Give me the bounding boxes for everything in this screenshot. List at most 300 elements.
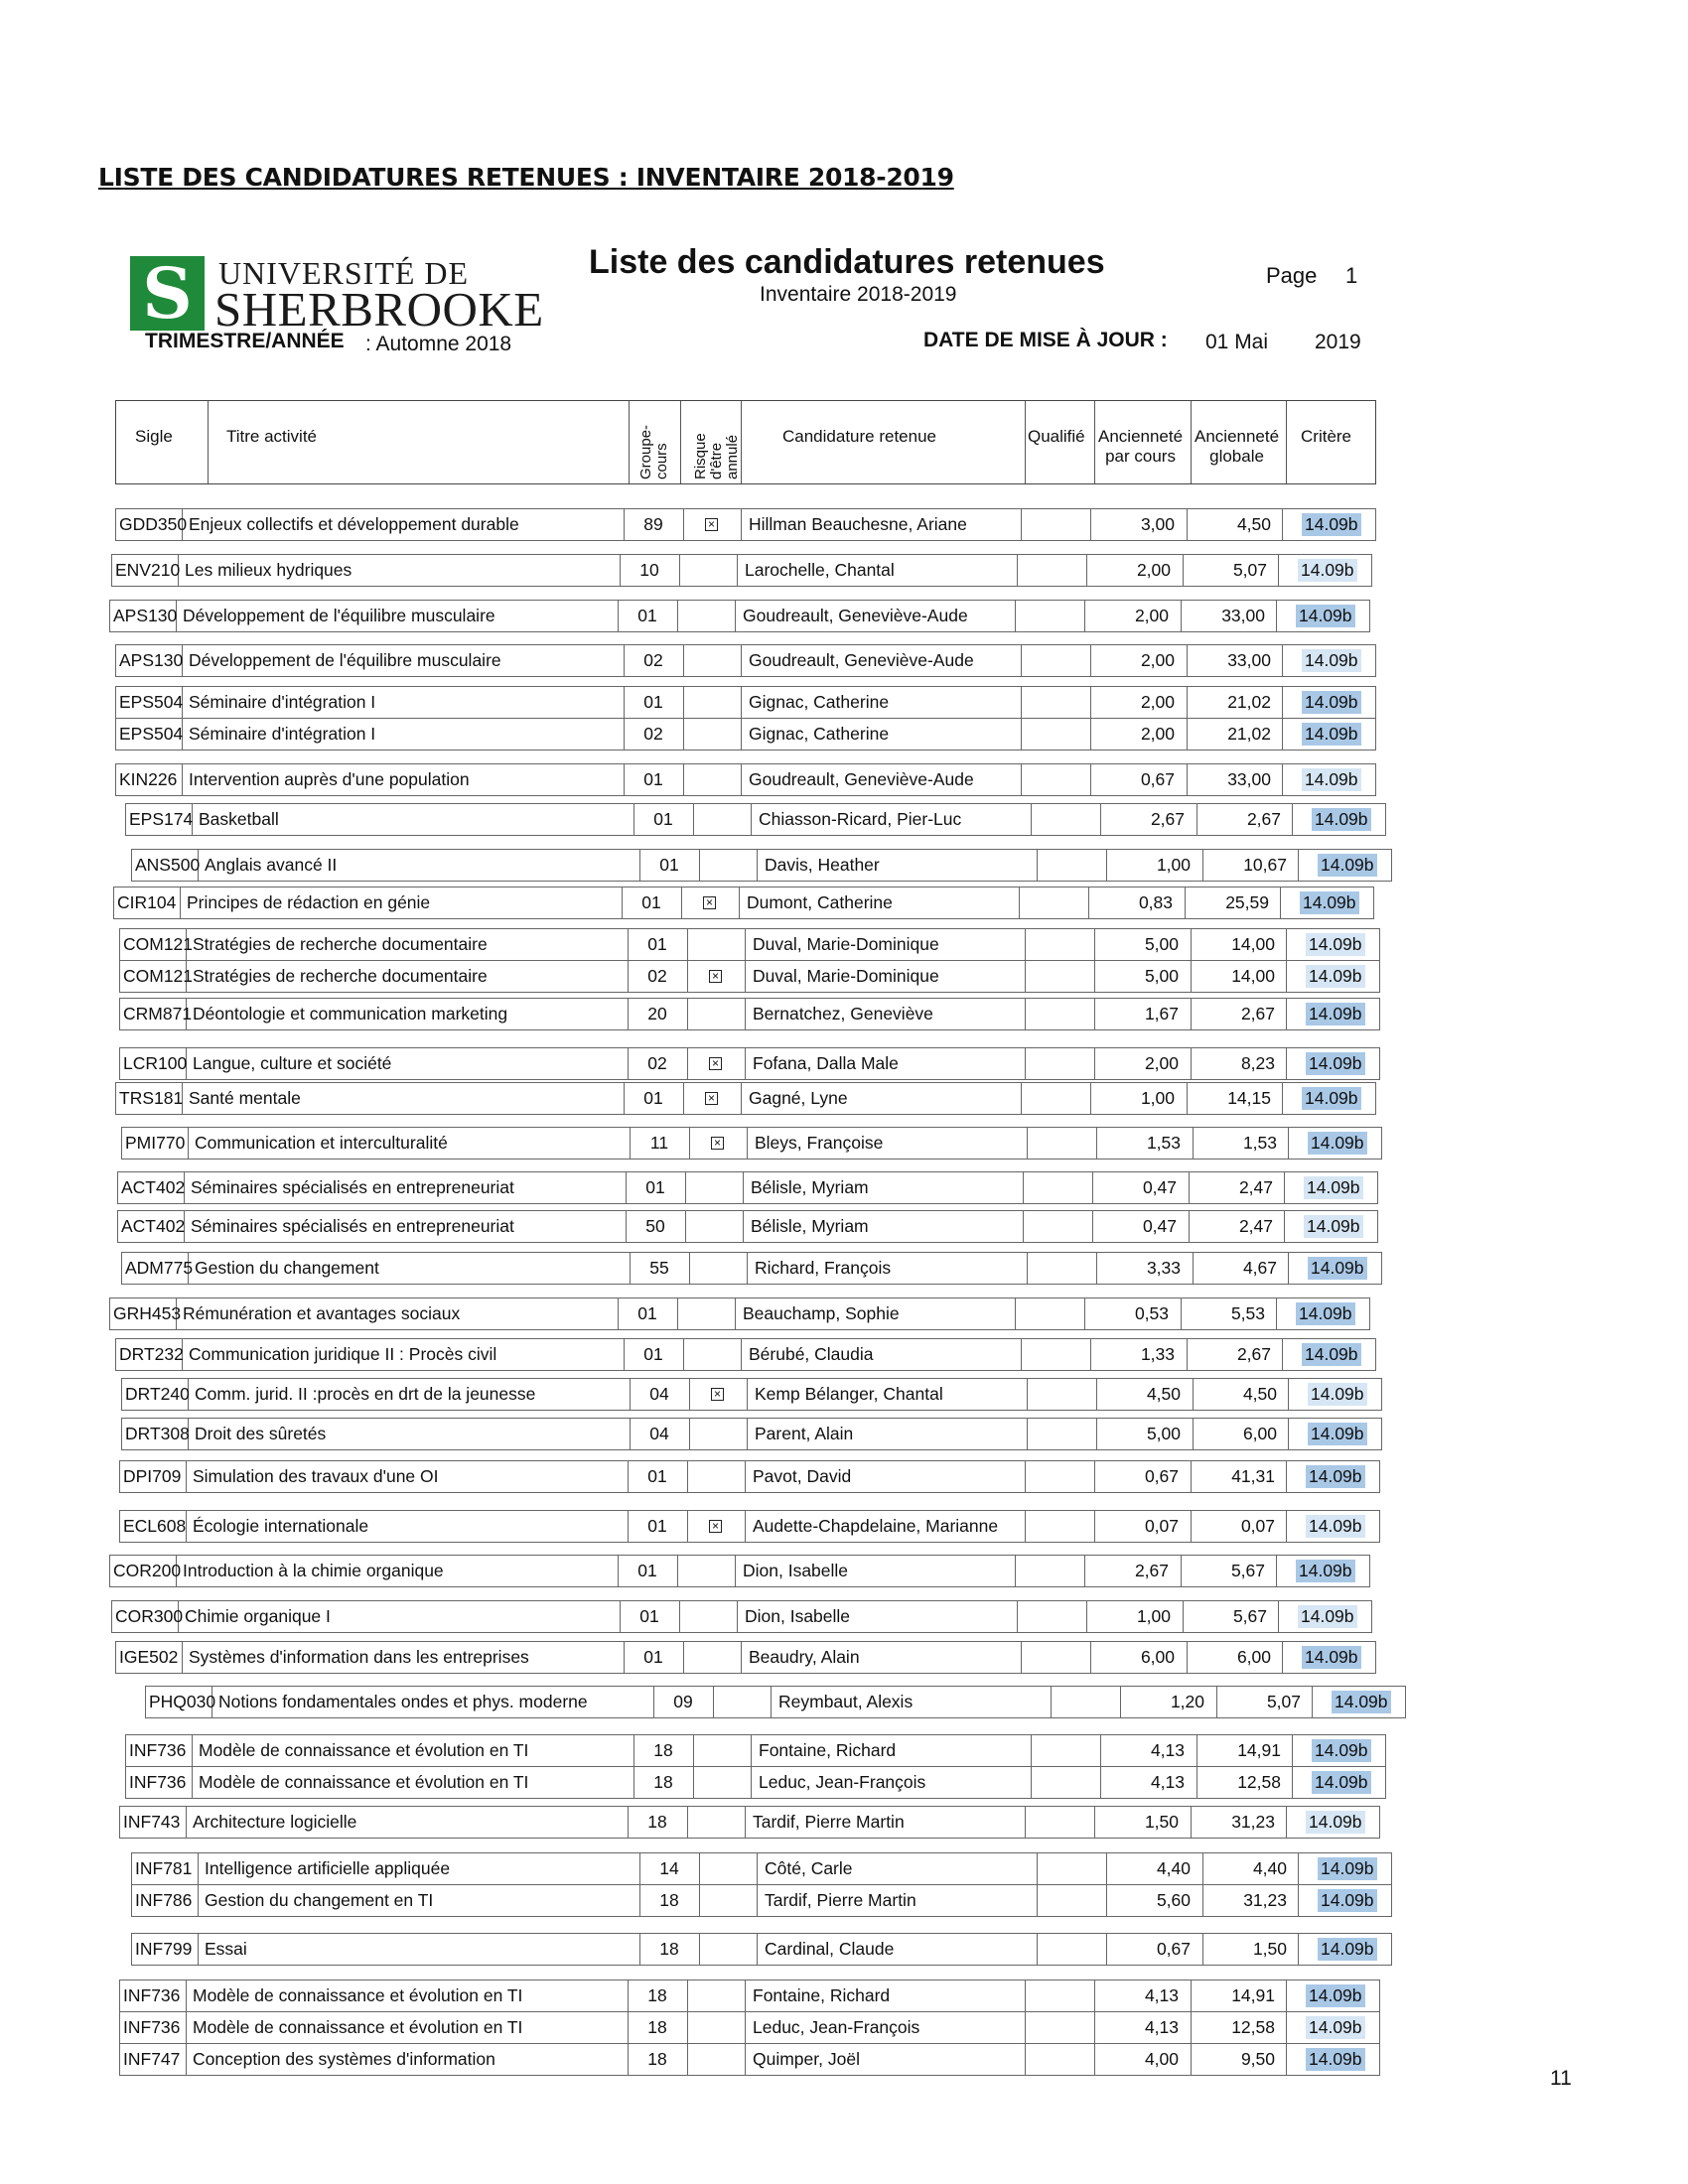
row-anciennete-cours: 4,00 xyxy=(1144,2049,1179,2069)
row-anciennete-globale: 2,67 xyxy=(1240,1004,1275,1024)
row-titre: Introduction à la chimie organique xyxy=(183,1561,444,1580)
row-critere: 14.09b xyxy=(1296,605,1355,627)
row-sigle: COM121 xyxy=(123,966,194,986)
term-label: TRIMESTRE/ANNÉE xyxy=(145,330,345,352)
row-groupe: 10 xyxy=(639,560,659,580)
checkbox-x-icon: × xyxy=(705,518,718,531)
row-titre: Principes de rédaction en génie xyxy=(187,892,431,912)
table-row xyxy=(137,1686,1413,1718)
row-sigle: INF736 xyxy=(129,1740,187,1760)
row-titre: Séminaire d'intégration I xyxy=(189,692,376,712)
row-groupe: 18 xyxy=(647,1812,667,1832)
row-anciennete-cours: 1,00 xyxy=(1140,1088,1175,1108)
row-anciennete-globale: 2,47 xyxy=(1238,1177,1273,1197)
row-anciennete-cours: 0,83 xyxy=(1138,892,1173,912)
row-anciennete-globale: 6,00 xyxy=(1236,1647,1271,1667)
row-groupe: 02 xyxy=(643,724,663,744)
row-sigle: APS130 xyxy=(119,650,184,670)
row-candidat: Goudreault, Geneviève-Aude xyxy=(743,606,968,625)
row-sigle: TRS181 xyxy=(119,1088,184,1108)
row-anciennete-globale: 4,50 xyxy=(1236,514,1271,534)
row-sigle: ENV210 xyxy=(115,560,181,580)
row-critere: 14.09b xyxy=(1302,513,1361,536)
row-groupe: 01 xyxy=(643,1344,663,1364)
row-groupe: 01 xyxy=(659,855,679,875)
row-sigle: COM121 xyxy=(123,934,194,954)
row-groupe: 89 xyxy=(643,514,663,534)
table-row xyxy=(123,1933,1399,1966)
row-anciennete-cours: 0,47 xyxy=(1142,1216,1177,1236)
row-groupe: 01 xyxy=(637,606,657,625)
row-candidat: Hillman Beauchesne, Ariane xyxy=(749,514,967,534)
row-groupe: 01 xyxy=(647,934,667,954)
row-sigle: COR300 xyxy=(115,1606,184,1626)
col-qualifie: Qualifié xyxy=(1028,427,1085,446)
row-candidat: Goudreault, Geneviève-Aude xyxy=(749,650,974,670)
row-sigle: PHQ030 xyxy=(149,1692,216,1711)
table-row xyxy=(107,508,1383,541)
row-critere: 14.09b xyxy=(1306,933,1365,956)
table-row xyxy=(103,554,1379,587)
row-titre: Déontologie et communication marketing xyxy=(193,1004,508,1024)
row-titre: Développement de l'équilibre musculaire xyxy=(183,606,495,625)
row-anciennete-cours: 2,00 xyxy=(1140,650,1175,670)
row-titre: Santé mentale xyxy=(189,1088,301,1108)
row-candidat: Cardinal, Claude xyxy=(765,1939,895,1959)
row-critere: 14.09b xyxy=(1318,854,1377,877)
row-sigle: GDD350 xyxy=(119,514,188,534)
row-groupe: 55 xyxy=(649,1258,669,1278)
row-groupe: 04 xyxy=(649,1424,669,1443)
row-groupe: 14 xyxy=(659,1858,679,1878)
row-candidat: Leduc, Jean-François xyxy=(759,1772,926,1792)
row-titre: Enjeux collectifs et développement durable xyxy=(189,514,519,534)
row-anciennete-globale: 2,47 xyxy=(1238,1216,1273,1236)
update-date: 01 Mai xyxy=(1205,331,1269,353)
table-row xyxy=(111,2011,1387,2044)
row-anciennete-cours: 2,00 xyxy=(1136,560,1171,580)
row-candidat: Dion, Isabelle xyxy=(745,1606,851,1626)
row-anciennete-globale: 14,91 xyxy=(1237,1740,1281,1760)
row-anciennete-cours: 4,13 xyxy=(1144,1985,1179,2005)
row-groupe: 01 xyxy=(647,1466,667,1486)
row-critere: 14.09b xyxy=(1304,1215,1363,1238)
row-candidat: Bélisle, Myriam xyxy=(751,1177,869,1197)
col-anciennete-globale: Ancienneté globale xyxy=(1195,427,1280,466)
row-groupe: 01 xyxy=(637,1561,657,1580)
checkbox-x-icon: × xyxy=(705,1092,718,1105)
col-anciennete-cours: Ancienneté par cours xyxy=(1098,427,1184,466)
row-titre: Intelligence artificielle appliquée xyxy=(205,1858,451,1878)
row-anciennete-globale: 14,91 xyxy=(1231,1985,1275,2005)
row-titre: Chimie organique I xyxy=(185,1606,331,1626)
row-anciennete-cours: 0,67 xyxy=(1140,769,1175,789)
row-groupe: 01 xyxy=(643,769,663,789)
table-row xyxy=(101,600,1377,632)
row-titre: Séminaires spécialisés en entrepreneuriat xyxy=(191,1177,514,1197)
row-sigle: CIR104 xyxy=(117,892,177,912)
col-critere: Critère xyxy=(1301,427,1352,446)
row-critere: 14.09b xyxy=(1306,1003,1365,1025)
row-titre: Notions fondamentales ondes et phys. moderne xyxy=(218,1692,588,1711)
row-titre: Modèle de connaissance et évolution en TI xyxy=(193,2017,523,2037)
row-sigle: INF786 xyxy=(135,1890,193,1910)
document-heading: LISTE DES CANDIDATURES RETENUES : INVENTAIRE 2018-2019 xyxy=(98,163,954,192)
row-anciennete-globale: 0,07 xyxy=(1240,1516,1275,1536)
table-row xyxy=(107,1338,1383,1371)
checkbox-x-icon: × xyxy=(703,896,716,909)
table-row xyxy=(109,1210,1385,1243)
row-sigle: ACT402 xyxy=(121,1216,186,1236)
row-critere: 14.09b xyxy=(1318,1938,1377,1961)
row-critere: 14.09b xyxy=(1312,808,1371,831)
row-anciennete-globale: 21,02 xyxy=(1227,692,1271,712)
row-titre: Comm. jurid. II :procès en drt de la jeunesse xyxy=(195,1384,536,1404)
row-groupe: 50 xyxy=(645,1216,665,1236)
row-sigle: KIN226 xyxy=(119,769,178,789)
row-sigle: APS130 xyxy=(113,606,178,625)
row-titre: Modèle de connaissance et évolution en TI xyxy=(199,1740,529,1760)
row-anciennete-cours: 4,13 xyxy=(1150,1772,1185,1792)
row-titre: Systèmes d'information dans les entreprises xyxy=(189,1647,529,1667)
row-sigle: ADM775 xyxy=(125,1258,194,1278)
row-critere: 14.09b xyxy=(1312,1771,1371,1794)
row-groupe: 02 xyxy=(643,650,663,670)
row-groupe: 18 xyxy=(653,1740,673,1760)
row-candidat: Quimper, Joël xyxy=(753,2049,860,2069)
row-candidat: Fofana, Dalla Male xyxy=(753,1053,899,1073)
table-row xyxy=(111,2043,1387,2076)
row-anciennete-globale: 5,67 xyxy=(1230,1561,1265,1580)
row-critere: 14.09b xyxy=(1298,1605,1357,1628)
row-anciennete-cours: 5,00 xyxy=(1146,1424,1181,1443)
row-anciennete-cours: 5,00 xyxy=(1144,934,1179,954)
row-anciennete-cours: 3,00 xyxy=(1140,514,1175,534)
row-critere: 14.09b xyxy=(1302,691,1361,714)
table-row xyxy=(107,686,1383,719)
row-critere: 14.09b xyxy=(1306,1465,1365,1488)
row-sigle: ECL608 xyxy=(123,1516,187,1536)
row-critere: 14.09b xyxy=(1296,1560,1355,1582)
row-anciennete-globale: 31,23 xyxy=(1231,1812,1275,1832)
row-critere: 14.09b xyxy=(1302,723,1361,746)
page-number: 1 xyxy=(1345,263,1358,288)
row-titre: Langue, culture et société xyxy=(193,1053,392,1073)
table-row xyxy=(111,928,1387,961)
table-row xyxy=(111,1510,1387,1543)
table-row xyxy=(105,887,1381,919)
table-row xyxy=(113,1418,1389,1450)
row-anciennete-cours: 0,53 xyxy=(1134,1303,1169,1323)
row-groupe: 18 xyxy=(647,2017,667,2037)
row-anciennete-cours: 2,00 xyxy=(1144,1053,1179,1073)
row-anciennete-cours: 4,50 xyxy=(1146,1384,1181,1404)
row-anciennete-cours: 1,50 xyxy=(1144,1812,1179,1832)
row-candidat: Tardif, Pierre Martin xyxy=(753,1812,905,1832)
row-titre: Intervention auprès d'une population xyxy=(189,769,470,789)
table-row xyxy=(107,1641,1383,1674)
logo-glyph: S xyxy=(142,252,193,335)
row-anciennete-globale: 31,23 xyxy=(1243,1890,1287,1910)
row-titre: Anglais avancé II xyxy=(205,855,338,875)
row-anciennete-globale: 21,02 xyxy=(1227,724,1271,744)
term-value: : Automne 2018 xyxy=(365,333,512,355)
row-anciennete-globale: 41,31 xyxy=(1231,1466,1275,1486)
row-candidat: Bélisle, Myriam xyxy=(751,1216,869,1236)
row-groupe: 01 xyxy=(643,692,663,712)
row-anciennete-cours: 2,00 xyxy=(1140,692,1175,712)
row-anciennete-cours: 2,00 xyxy=(1140,724,1175,744)
page-label: Page xyxy=(1266,263,1318,288)
row-anciennete-cours: 1,53 xyxy=(1146,1133,1181,1153)
checkbox-x-icon: × xyxy=(711,1137,724,1150)
row-anciennete-cours: 1,00 xyxy=(1136,1606,1171,1626)
table-row xyxy=(111,1460,1387,1493)
table-row xyxy=(101,1297,1377,1330)
row-anciennete-cours: 6,00 xyxy=(1140,1647,1175,1667)
row-candidat: Bleys, Françoise xyxy=(755,1133,884,1153)
checkbox-x-icon: × xyxy=(709,1057,722,1070)
row-critere: 14.09b xyxy=(1306,1811,1365,1834)
row-anciennete-globale: 9,50 xyxy=(1240,2049,1275,2069)
row-sigle: INF743 xyxy=(123,1812,181,1832)
row-anciennete-cours: 2,67 xyxy=(1134,1561,1169,1580)
row-anciennete-globale: 33,00 xyxy=(1227,769,1271,789)
row-titre: Stratégies de recherche documentaire xyxy=(193,934,488,954)
row-sigle: INF736 xyxy=(123,2017,181,2037)
table-row xyxy=(107,1082,1383,1115)
row-groupe: 01 xyxy=(639,1606,659,1626)
row-groupe: 01 xyxy=(643,1647,663,1667)
university-name-line1: UNIVERSITÉ DE xyxy=(218,255,470,291)
row-anciennete-globale: 2,67 xyxy=(1246,809,1281,829)
table-row xyxy=(111,998,1387,1030)
row-groupe: 20 xyxy=(647,1004,667,1024)
update-date-label: DATE DE MISE À JOUR : xyxy=(923,329,1168,351)
row-candidat: Gignac, Catherine xyxy=(749,724,890,744)
row-anciennete-globale: 2,67 xyxy=(1236,1344,1271,1364)
row-groupe: 11 xyxy=(649,1133,669,1153)
row-candidat: Fontaine, Richard xyxy=(753,1985,891,2005)
row-anciennete-globale: 25,59 xyxy=(1225,892,1269,912)
checkbox-x-icon: × xyxy=(711,1388,724,1401)
row-candidat: Pavot, David xyxy=(753,1466,852,1486)
row-groupe: 18 xyxy=(659,1939,679,1959)
row-candidat: Leduc, Jean-François xyxy=(753,2017,920,2037)
row-critere: 14.09b xyxy=(1306,965,1365,988)
row-anciennete-globale: 12,58 xyxy=(1231,2017,1275,2037)
row-critere: 14.09b xyxy=(1306,2016,1365,2039)
row-anciennete-cours: 3,33 xyxy=(1146,1258,1181,1278)
row-titre: Modèle de connaissance et évolution en TI xyxy=(199,1772,529,1792)
row-critere: 14.09b xyxy=(1298,559,1357,582)
row-groupe: 04 xyxy=(649,1384,669,1404)
row-candidat: Fontaine, Richard xyxy=(759,1740,897,1760)
row-critere: 14.09b xyxy=(1302,1087,1361,1110)
row-anciennete-cours: 1,67 xyxy=(1144,1004,1179,1024)
row-sigle: INF736 xyxy=(129,1772,187,1792)
row-candidat: Tardif, Pierre Martin xyxy=(765,1890,916,1910)
row-candidat: Bernatchez, Geneviève xyxy=(753,1004,933,1024)
row-candidat: Davis, Heather xyxy=(765,855,880,875)
table-row xyxy=(107,763,1383,796)
row-sigle: IGE502 xyxy=(119,1647,179,1667)
row-candidat: Parent, Alain xyxy=(755,1424,854,1443)
row-anciennete-cours: 1,33 xyxy=(1140,1344,1175,1364)
row-anciennete-cours: 2,00 xyxy=(1134,606,1169,625)
row-anciennete-cours: 2,67 xyxy=(1150,809,1185,829)
table-row xyxy=(109,1171,1385,1204)
row-groupe: 09 xyxy=(673,1692,693,1711)
row-sigle: INF736 xyxy=(123,1985,181,2005)
row-sigle: EPS504 xyxy=(119,724,184,744)
row-titre: Rémunération et avantages sociaux xyxy=(183,1303,461,1323)
row-groupe: 18 xyxy=(647,2049,667,2069)
row-sigle: CRM871 xyxy=(123,1004,193,1024)
row-groupe: 01 xyxy=(643,1088,663,1108)
row-anciennete-globale: 33,00 xyxy=(1227,650,1271,670)
row-anciennete-cours: 1,20 xyxy=(1170,1692,1204,1711)
row-sigle: DRT240 xyxy=(125,1384,190,1404)
row-titre: Stratégies de recherche documentaire xyxy=(193,966,488,986)
row-critere: 14.09b xyxy=(1304,1176,1363,1199)
row-anciennete-cours: 0,67 xyxy=(1144,1466,1179,1486)
row-sigle: LCR100 xyxy=(123,1053,188,1073)
row-anciennete-cours: 5,00 xyxy=(1144,966,1179,986)
row-candidat: Kemp Bélanger, Chantal xyxy=(755,1384,943,1404)
row-sigle: EPS174 xyxy=(129,809,194,829)
row-sigle: DPI709 xyxy=(123,1466,182,1486)
row-groupe: 02 xyxy=(647,966,667,986)
table-row xyxy=(117,803,1393,836)
row-critere: 14.09b xyxy=(1306,1515,1365,1538)
row-candidat: Bérubé, Claudia xyxy=(749,1344,874,1364)
row-groupe: 18 xyxy=(659,1890,679,1910)
row-titre: Les milieux hydriques xyxy=(185,560,352,580)
row-titre: Développement de l'équilibre musculaire xyxy=(189,650,501,670)
row-anciennete-cours: 0,07 xyxy=(1144,1516,1179,1536)
row-anciennete-globale: 10,67 xyxy=(1243,855,1287,875)
row-sigle: INF799 xyxy=(135,1939,193,1959)
table-row xyxy=(123,849,1399,882)
row-anciennete-globale: 4,67 xyxy=(1242,1258,1277,1278)
table-row xyxy=(103,1600,1379,1633)
row-candidat: Dumont, Catherine xyxy=(747,892,893,912)
checkbox-x-icon: × xyxy=(709,1520,722,1533)
row-critere: 14.09b xyxy=(1306,2048,1365,2071)
report-sheet xyxy=(107,243,1388,2069)
table-row xyxy=(123,1884,1399,1917)
row-anciennete-cours: 4,40 xyxy=(1156,1858,1191,1878)
row-anciennete-globale: 1,53 xyxy=(1242,1133,1277,1153)
row-titre: Gestion du changement en TI xyxy=(205,1890,434,1910)
university-logo xyxy=(130,252,205,335)
row-anciennete-globale: 14,00 xyxy=(1231,966,1275,986)
row-anciennete-globale: 1,50 xyxy=(1252,1939,1287,1959)
row-sigle: INF747 xyxy=(123,2049,181,2069)
col-titre: Titre activité xyxy=(226,427,318,446)
row-titre: Droit des sûretés xyxy=(195,1424,327,1443)
row-critere: 14.09b xyxy=(1306,1984,1365,2007)
row-candidat: Beauchamp, Sophie xyxy=(743,1303,900,1323)
row-sigle: GRH453 xyxy=(113,1303,182,1323)
row-critere: 14.09b xyxy=(1308,1132,1367,1155)
row-candidat: Beaudry, Alain xyxy=(749,1647,860,1667)
row-critere: 14.09b xyxy=(1308,1257,1367,1280)
table-row xyxy=(111,1806,1387,1839)
table-row xyxy=(101,1555,1377,1587)
row-anciennete-globale: 33,00 xyxy=(1221,606,1265,625)
row-anciennete-cours: 0,47 xyxy=(1142,1177,1177,1197)
checkbox-x-icon: × xyxy=(709,970,722,983)
update-year: 2019 xyxy=(1315,331,1361,353)
row-critere: 14.09b xyxy=(1306,1052,1365,1075)
table-row xyxy=(113,1127,1389,1160)
row-anciennete-globale: 12,58 xyxy=(1237,1772,1281,1792)
col-sigle: Sigle xyxy=(135,427,173,446)
table-row xyxy=(123,1852,1399,1885)
row-titre: Simulation des travaux d'une OI xyxy=(193,1466,439,1486)
row-groupe: 01 xyxy=(645,1177,665,1197)
row-titre: Conception des systèmes d'information xyxy=(193,2049,495,2069)
col-risque: Risque d'être annulé xyxy=(692,433,741,479)
row-sigle: COR200 xyxy=(113,1561,182,1580)
row-critere: 14.09b xyxy=(1308,1423,1367,1445)
row-anciennete-cours: 5,60 xyxy=(1156,1890,1191,1910)
row-critere: 14.09b xyxy=(1302,768,1361,791)
row-groupe: 01 xyxy=(641,892,661,912)
row-anciennete-globale: 5,07 xyxy=(1266,1692,1301,1711)
row-sigle: EPS504 xyxy=(119,692,184,712)
table-row xyxy=(111,1979,1387,2012)
row-anciennete-globale: 14,15 xyxy=(1227,1088,1271,1108)
row-candidat: Chiasson-Ricard, Pier-Luc xyxy=(759,809,962,829)
row-critere: 14.09b xyxy=(1296,1302,1355,1325)
row-titre: Gestion du changement xyxy=(195,1258,379,1278)
table-row xyxy=(107,644,1383,677)
row-anciennete-globale: 5,07 xyxy=(1232,560,1267,580)
row-candidat: Gignac, Catherine xyxy=(749,692,890,712)
row-sigle: DRT232 xyxy=(119,1344,184,1364)
row-candidat: Gagné, Lyne xyxy=(749,1088,848,1108)
table-row xyxy=(111,960,1387,993)
row-anciennete-globale: 4,40 xyxy=(1252,1858,1287,1878)
report-subtitle: Inventaire 2018-2019 xyxy=(760,283,957,306)
table-row xyxy=(107,718,1383,751)
table-row xyxy=(117,1766,1393,1799)
col-candidature: Candidature retenue xyxy=(782,427,937,446)
table-row xyxy=(111,1047,1387,1080)
row-anciennete-cours: 4,13 xyxy=(1150,1740,1185,1760)
row-candidat: Duval, Marie-Dominique xyxy=(753,966,939,986)
row-candidat: Audette-Chapdelaine, Marianne xyxy=(753,1516,999,1536)
row-candidat: Richard, François xyxy=(755,1258,892,1278)
row-anciennete-globale: 5,53 xyxy=(1230,1303,1265,1323)
row-critere: 14.09b xyxy=(1300,891,1359,914)
row-titre: Séminaires spécialisés en entrepreneuriat xyxy=(191,1216,514,1236)
row-sigle: INF781 xyxy=(135,1858,193,1878)
row-candidat: Reymbaut, Alexis xyxy=(778,1692,914,1711)
row-titre: Architecture logicielle xyxy=(193,1812,357,1832)
row-critere: 14.09b xyxy=(1332,1691,1391,1713)
row-candidat: Dion, Isabelle xyxy=(743,1561,849,1580)
row-groupe: 01 xyxy=(637,1303,657,1323)
row-candidat: Côté, Carle xyxy=(765,1858,853,1878)
row-candidat: Larochelle, Chantal xyxy=(745,560,895,580)
row-anciennete-cours: 1,00 xyxy=(1156,855,1191,875)
report-title: Liste des candidatures retenues xyxy=(589,243,1105,281)
row-critere: 14.09b xyxy=(1308,1383,1367,1406)
